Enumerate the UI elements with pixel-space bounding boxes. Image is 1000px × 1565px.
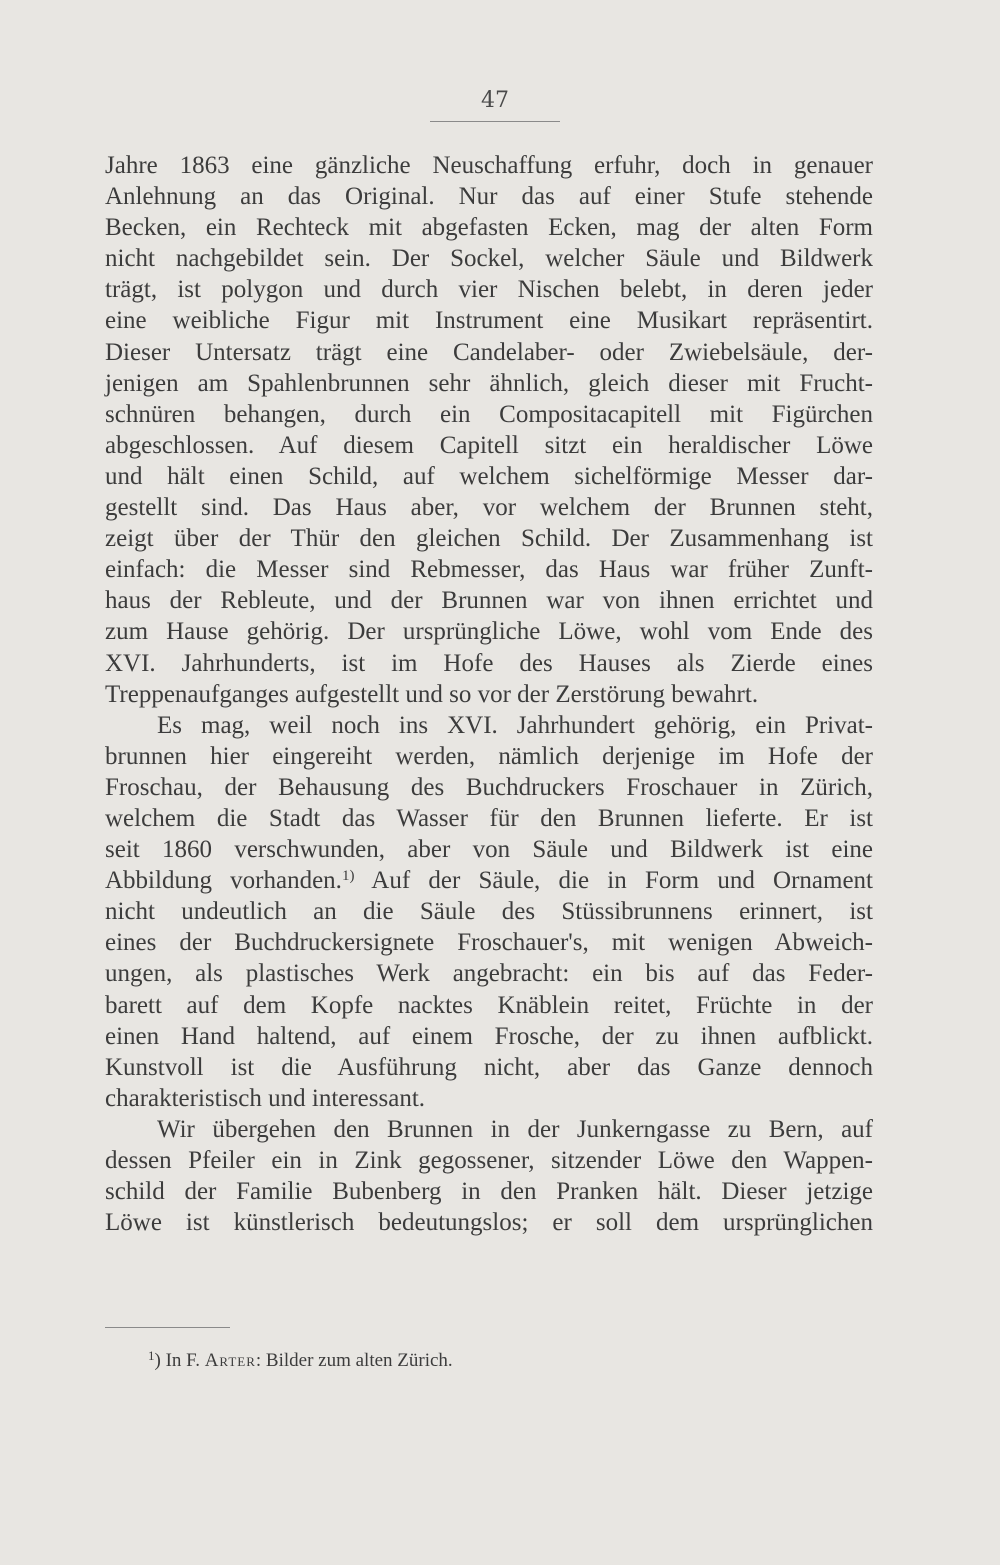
text-line: haus der Rebleute, und der Brunnen war von ihnen errichtet und (105, 587, 873, 615)
text-line: Dieser Untersatz trägt eine Candelaber- oder Zwiebelsäule, der- (105, 338, 873, 366)
text-line: zeigt über der Thür den gleichen Schild. Der Zusammenhang ist (105, 525, 873, 553)
footnote-prefix: In F. (165, 1350, 200, 1371)
text-line: Kunstvoll ist die Ausführung nicht, aber das Ganze dennoch (105, 1053, 873, 1081)
text-line: welchem die Stadt das Wasser für den Brunnen lieferte. Er ist (105, 804, 873, 832)
footnote-text: : Bilder zum alten Zürich. (255, 1350, 453, 1371)
text-line: Froschau, der Behausung des Buchdruckers Froschauer in Zürich, (105, 773, 873, 801)
text-line: und hält einen Schild, auf welchem sichelförmige Messer dar- (105, 462, 873, 490)
footnote-rule (105, 1327, 230, 1328)
text-line: abgeschlossen. Auf diesem Capitell sitzt ein heraldischer Löwe (105, 431, 873, 459)
text-line: jenigen am Spahlenbrunnen sehr ähnlich, gleich dieser mit Frucht- (105, 369, 873, 397)
footnote-paren: ) (154, 1350, 161, 1371)
text-segment: Auf der Säule, die in Form und Ornament (371, 867, 874, 895)
text-line: charakteristisch und interessant. (105, 1084, 426, 1112)
text-line: Wir übergehen den Brunnen in der Junkerngasse zu Bern, auf (157, 1115, 873, 1143)
text-line: Es mag, weil noch ins XVI. Jahrhundert gehörig, ein Privat- (157, 711, 873, 739)
text-line: ungen, als plastisches Werk angebracht: ein bis auf das Feder- (105, 960, 873, 988)
text-line: trägt, ist polygon und durch vier Nischen belebt, in deren jeder (105, 276, 873, 304)
text-line: eine weibliche Figur mit Instrument eine Musikart repräsentirt. (105, 307, 873, 335)
text-line: Jahre 1863 eine gänzliche Neuschaffung erfuhr, doch in genauer (105, 152, 873, 179)
footnote (148, 1350, 453, 1372)
text-line: eines der Buchdruckersignete Froschauer's, mit wenigen Abweich- (105, 929, 873, 957)
text-line: gestellt sind. Das Haus aber, vor welchem der Brunnen steht, (105, 494, 873, 522)
text-line: Treppenaufganges aufgestellt und so vor der Zerstörung bewahrt. (105, 680, 759, 708)
text-line: Anlehnung an das Original. Nur das auf einer Stufe stehende (105, 183, 873, 211)
text-line: dessen Pfeiler ein in Zink gegossener, sitzender Löwe den Wappen- (105, 1147, 873, 1174)
footnote-number: 1 (148, 1348, 155, 1363)
text-line: schnüren behangen, durch ein Compositacapitell mit Figürchen (105, 400, 873, 428)
body-text (105, 150, 873, 1238)
text-line: einen Hand haltend, auf einem Frosche, der zu ihnen aufblickt. (105, 1022, 873, 1050)
text-line: nicht nachgebildet sein. Der Sockel, welcher Säule und Bildwerk (105, 245, 873, 273)
text-line: Becken, ein Rechteck mit abgefasten Ecken, mag der alten Form (105, 214, 873, 242)
text-line: nicht undeutlich an die Säule des Stüssibrunnens erinnert, ist (105, 898, 873, 926)
text-line-with-footnote (105, 865, 873, 896)
text-line: einfach: die Messer sind Rebmesser, das Haus war früher Zunft- (105, 556, 873, 584)
text-line: brunnen hier eingereiht werden, nämlich derjenige im Hofe der (105, 742, 873, 770)
text-line: seit 1860 verschwunden, aber von Säule und Bildwerk ist eine (105, 836, 873, 864)
text-line: XVI. Jahrhunderts, ist im Hofe des Hauses als Zierde eines (105, 649, 873, 677)
page-number-rule (430, 121, 560, 122)
page-number: 47 (481, 88, 509, 113)
text-segment: Abbildung vorhanden. (105, 867, 342, 895)
footnote-reference: 1) (341, 868, 355, 885)
text-line: Löwe ist künstlerisch bedeutungslos; er soll dem ursprünglichen (105, 1209, 873, 1237)
footnote-author: Arter (204, 1350, 256, 1371)
text-line: zum Hause gehörig. Der ursprüngliche Löwe, wohl vom Ende des (105, 618, 873, 646)
text-line: schild der Familie Bubenberg in den Pranken hält. Dieser jetzige (105, 1178, 873, 1206)
text-line: barett auf dem Kopfe nacktes Knäblein reitet, Früchte in der (105, 991, 873, 1019)
